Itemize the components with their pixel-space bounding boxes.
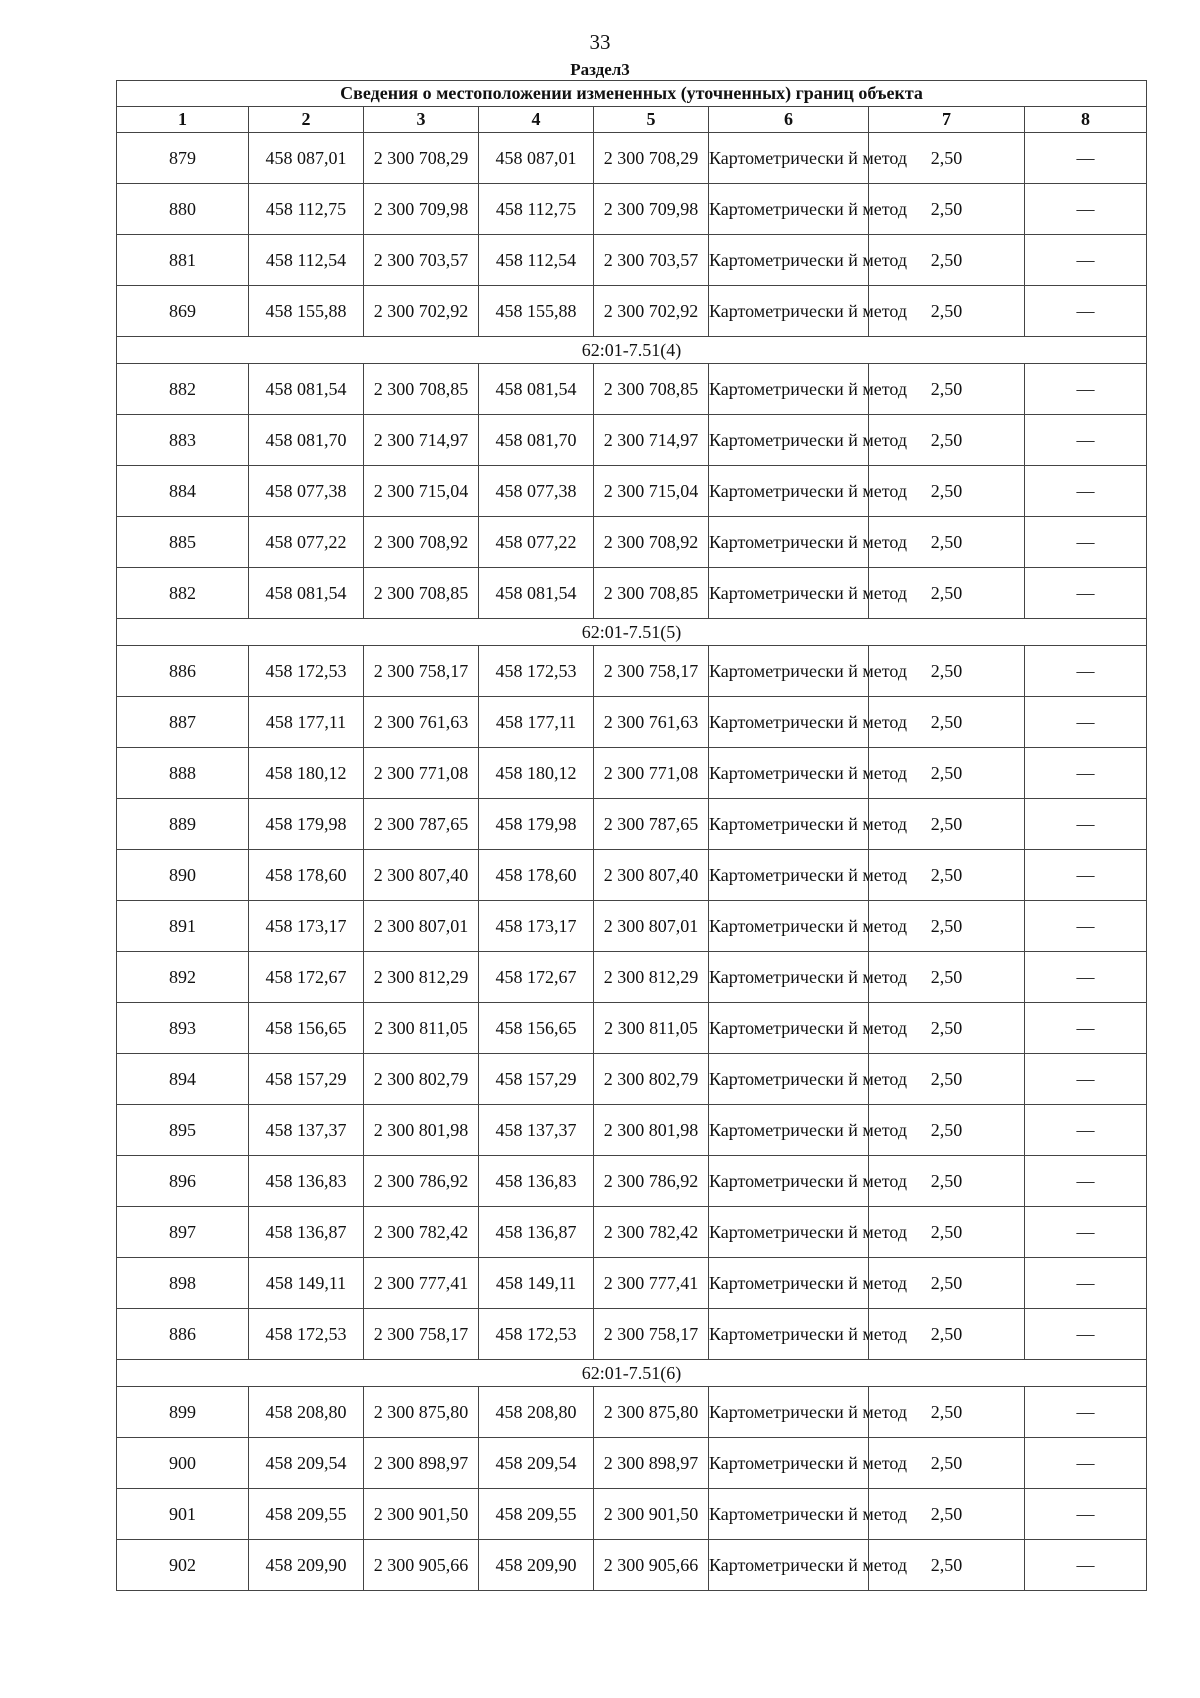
cell-x-new: 458 209,55 xyxy=(479,1489,594,1540)
cell-x-old: 458 209,54 xyxy=(249,1438,364,1489)
cell-method: Картометрически й метод xyxy=(709,286,869,337)
cell-accuracy: 2,50 xyxy=(869,415,1025,466)
cell-point-number: 887 xyxy=(117,697,249,748)
cell-y-old: 2 300 802,79 xyxy=(364,1054,479,1105)
cell-accuracy: 2,50 xyxy=(869,133,1025,184)
cell-accuracy: 2,50 xyxy=(869,1489,1025,1540)
cell-y-old: 2 300 708,29 xyxy=(364,133,479,184)
cell-point-number: 892 xyxy=(117,952,249,1003)
cell-method: Картометрически й метод xyxy=(709,697,869,748)
cell-x-old: 458 077,38 xyxy=(249,466,364,517)
cell-method: Картометрически й метод xyxy=(709,1387,869,1438)
column-header: 6 xyxy=(709,107,869,133)
cell-point-number: 893 xyxy=(117,1003,249,1054)
cell-description: — xyxy=(1025,517,1147,568)
cell-point-number: 902 xyxy=(117,1540,249,1591)
table-row xyxy=(117,901,1147,952)
cell-description: — xyxy=(1025,1387,1147,1438)
cell-x-new: 458 157,29 xyxy=(479,1054,594,1105)
cell-y-old: 2 300 771,08 xyxy=(364,748,479,799)
table-row xyxy=(117,1054,1147,1105)
column-header: 3 xyxy=(364,107,479,133)
cell-y-new: 2 300 811,05 xyxy=(594,1003,709,1054)
coordinates-table xyxy=(116,80,1147,1591)
cell-y-new: 2 300 812,29 xyxy=(594,952,709,1003)
cell-y-old: 2 300 875,80 xyxy=(364,1387,479,1438)
cell-method: Картометрически й метод xyxy=(709,646,869,697)
cell-y-old: 2 300 801,98 xyxy=(364,1105,479,1156)
cell-point-number: 890 xyxy=(117,850,249,901)
cell-y-new: 2 300 702,92 xyxy=(594,286,709,337)
cell-accuracy: 2,50 xyxy=(869,1156,1025,1207)
cell-method: Картометрически й метод xyxy=(709,1438,869,1489)
cell-x-old: 458 157,29 xyxy=(249,1054,364,1105)
cell-y-old: 2 300 708,92 xyxy=(364,517,479,568)
cell-description: — xyxy=(1025,466,1147,517)
cell-method: Картометрически й метод xyxy=(709,1309,869,1360)
cell-y-new: 2 300 777,41 xyxy=(594,1258,709,1309)
cell-accuracy: 2,50 xyxy=(869,517,1025,568)
cell-x-old: 458 178,60 xyxy=(249,850,364,901)
cell-y-old: 2 300 787,65 xyxy=(364,799,479,850)
cell-x-old: 458 081,70 xyxy=(249,415,364,466)
cell-y-old: 2 300 702,92 xyxy=(364,286,479,337)
cell-point-number: 897 xyxy=(117,1207,249,1258)
cell-point-number: 888 xyxy=(117,748,249,799)
cell-y-new: 2 300 709,98 xyxy=(594,184,709,235)
cell-description: — xyxy=(1025,286,1147,337)
group-label: 62:01-7.51(5) xyxy=(117,619,1147,646)
cell-y-new: 2 300 708,85 xyxy=(594,568,709,619)
cell-y-new: 2 300 715,04 xyxy=(594,466,709,517)
cell-y-new: 2 300 901,50 xyxy=(594,1489,709,1540)
cell-description: — xyxy=(1025,901,1147,952)
cell-y-old: 2 300 901,50 xyxy=(364,1489,479,1540)
table-row xyxy=(117,1207,1147,1258)
cell-x-new: 458 209,54 xyxy=(479,1438,594,1489)
cell-accuracy: 2,50 xyxy=(869,697,1025,748)
cell-x-new: 458 081,70 xyxy=(479,415,594,466)
cell-y-new: 2 300 714,97 xyxy=(594,415,709,466)
cell-point-number: 889 xyxy=(117,799,249,850)
cell-y-old: 2 300 807,01 xyxy=(364,901,479,952)
cell-y-old: 2 300 811,05 xyxy=(364,1003,479,1054)
cell-y-new: 2 300 761,63 xyxy=(594,697,709,748)
table-row xyxy=(117,1156,1147,1207)
cell-x-new: 458 178,60 xyxy=(479,850,594,901)
cell-y-new: 2 300 708,29 xyxy=(594,133,709,184)
cell-y-new: 2 300 905,66 xyxy=(594,1540,709,1591)
cell-description: — xyxy=(1025,1054,1147,1105)
cell-x-new: 458 112,75 xyxy=(479,184,594,235)
cell-y-old: 2 300 807,40 xyxy=(364,850,479,901)
cell-y-new: 2 300 786,92 xyxy=(594,1156,709,1207)
table-row xyxy=(117,952,1147,1003)
table-row xyxy=(117,184,1147,235)
table-row xyxy=(117,1438,1147,1489)
cell-description: — xyxy=(1025,952,1147,1003)
table-caption: Сведения о местоположении измененных (уточненных) границ объекта xyxy=(117,81,1147,107)
cell-y-old: 2 300 703,57 xyxy=(364,235,479,286)
table-row xyxy=(117,235,1147,286)
cell-accuracy: 2,50 xyxy=(869,466,1025,517)
table-row xyxy=(117,415,1147,466)
table-row xyxy=(117,697,1147,748)
cell-x-new: 458 172,53 xyxy=(479,646,594,697)
table-row xyxy=(117,799,1147,850)
cell-description: — xyxy=(1025,799,1147,850)
cell-method: Картометрически й метод xyxy=(709,799,869,850)
cell-point-number: 895 xyxy=(117,1105,249,1156)
cell-y-new: 2 300 807,01 xyxy=(594,901,709,952)
cell-y-new: 2 300 758,17 xyxy=(594,1309,709,1360)
cell-point-number: 898 xyxy=(117,1258,249,1309)
cell-point-number: 900 xyxy=(117,1438,249,1489)
cell-y-old: 2 300 708,85 xyxy=(364,364,479,415)
cell-x-old: 458 172,67 xyxy=(249,952,364,1003)
table-row xyxy=(117,850,1147,901)
cell-y-new: 2 300 801,98 xyxy=(594,1105,709,1156)
cell-x-new: 458 179,98 xyxy=(479,799,594,850)
table-row xyxy=(117,1258,1147,1309)
cell-x-old: 458 112,75 xyxy=(249,184,364,235)
cell-y-new: 2 300 787,65 xyxy=(594,799,709,850)
cell-point-number: 899 xyxy=(117,1387,249,1438)
cell-y-new: 2 300 875,80 xyxy=(594,1387,709,1438)
page-number: 33 xyxy=(589,30,611,54)
cell-description: — xyxy=(1025,1438,1147,1489)
cell-method: Картометрически й метод xyxy=(709,1054,869,1105)
cell-x-old: 458 156,65 xyxy=(249,1003,364,1054)
cell-x-new: 458 156,65 xyxy=(479,1003,594,1054)
cell-description: — xyxy=(1025,364,1147,415)
cell-description: — xyxy=(1025,1489,1147,1540)
cell-x-new: 458 172,67 xyxy=(479,952,594,1003)
cell-method: Картометрически й метод xyxy=(709,1105,869,1156)
table-row xyxy=(117,1003,1147,1054)
cell-point-number: 886 xyxy=(117,1309,249,1360)
cell-x-new: 458 180,12 xyxy=(479,748,594,799)
cell-method: Картометрически й метод xyxy=(709,1258,869,1309)
cell-accuracy: 2,50 xyxy=(869,1438,1025,1489)
table-row xyxy=(117,1540,1147,1591)
table-row xyxy=(117,1105,1147,1156)
column-header: 4 xyxy=(479,107,594,133)
cell-y-new: 2 300 802,79 xyxy=(594,1054,709,1105)
cell-x-old: 458 173,17 xyxy=(249,901,364,952)
group-label: 62:01-7.51(6) xyxy=(117,1360,1147,1387)
cell-x-new: 458 172,53 xyxy=(479,1309,594,1360)
cell-x-old: 458 112,54 xyxy=(249,235,364,286)
cell-x-old: 458 209,90 xyxy=(249,1540,364,1591)
column-header: 2 xyxy=(249,107,364,133)
cell-y-old: 2 300 782,42 xyxy=(364,1207,479,1258)
cell-accuracy: 2,50 xyxy=(869,1207,1025,1258)
cell-x-old: 458 208,80 xyxy=(249,1387,364,1438)
cell-x-new: 458 208,80 xyxy=(479,1387,594,1438)
cell-method: Картометрически й метод xyxy=(709,184,869,235)
cell-x-new: 458 177,11 xyxy=(479,697,594,748)
cell-y-new: 2 300 898,97 xyxy=(594,1438,709,1489)
table-body xyxy=(117,133,1147,1591)
cell-x-new: 458 136,83 xyxy=(479,1156,594,1207)
cell-accuracy: 2,50 xyxy=(869,1258,1025,1309)
cell-y-old: 2 300 786,92 xyxy=(364,1156,479,1207)
column-header: 7 xyxy=(869,107,1025,133)
cell-accuracy: 2,50 xyxy=(869,235,1025,286)
cell-point-number: 881 xyxy=(117,235,249,286)
cell-x-old: 458 172,53 xyxy=(249,646,364,697)
cell-method: Картометрически й метод xyxy=(709,1489,869,1540)
cell-x-old: 458 087,01 xyxy=(249,133,364,184)
cell-description: — xyxy=(1025,133,1147,184)
cell-description: — xyxy=(1025,415,1147,466)
cell-y-old: 2 300 709,98 xyxy=(364,184,479,235)
cell-x-new: 458 081,54 xyxy=(479,568,594,619)
cell-accuracy: 2,50 xyxy=(869,646,1025,697)
table-row xyxy=(117,1309,1147,1360)
cell-description: — xyxy=(1025,850,1147,901)
table-row xyxy=(117,133,1147,184)
cell-method: Картометрически й метод xyxy=(709,415,869,466)
cell-point-number: 896 xyxy=(117,1156,249,1207)
cell-y-new: 2 300 708,92 xyxy=(594,517,709,568)
cell-description: — xyxy=(1025,568,1147,619)
cell-accuracy: 2,50 xyxy=(869,364,1025,415)
cell-accuracy: 2,50 xyxy=(869,850,1025,901)
cell-x-new: 458 149,11 xyxy=(479,1258,594,1309)
column-header: 1 xyxy=(117,107,249,133)
cell-y-new: 2 300 771,08 xyxy=(594,748,709,799)
cell-description: — xyxy=(1025,646,1147,697)
section-title: Раздел3 xyxy=(570,60,630,79)
cell-x-new: 458 112,54 xyxy=(479,235,594,286)
cell-y-old: 2 300 714,97 xyxy=(364,415,479,466)
cell-x-old: 458 136,83 xyxy=(249,1156,364,1207)
cell-x-old: 458 209,55 xyxy=(249,1489,364,1540)
column-header: 5 xyxy=(594,107,709,133)
cell-y-new: 2 300 782,42 xyxy=(594,1207,709,1258)
cell-x-new: 458 137,37 xyxy=(479,1105,594,1156)
cell-method: Картометрически й метод xyxy=(709,1207,869,1258)
column-header: 8 xyxy=(1025,107,1147,133)
cell-y-new: 2 300 703,57 xyxy=(594,235,709,286)
cell-accuracy: 2,50 xyxy=(869,1105,1025,1156)
table-row xyxy=(117,568,1147,619)
cell-y-old: 2 300 715,04 xyxy=(364,466,479,517)
cell-accuracy: 2,50 xyxy=(869,184,1025,235)
cell-y-old: 2 300 898,97 xyxy=(364,1438,479,1489)
cell-method: Картометрически й метод xyxy=(709,1156,869,1207)
cell-y-new: 2 300 807,40 xyxy=(594,850,709,901)
cell-point-number: 883 xyxy=(117,415,249,466)
cell-description: — xyxy=(1025,1309,1147,1360)
cell-description: — xyxy=(1025,1156,1147,1207)
cell-x-old: 458 172,53 xyxy=(249,1309,364,1360)
cell-description: — xyxy=(1025,1540,1147,1591)
cell-x-old: 458 137,37 xyxy=(249,1105,364,1156)
cell-accuracy: 2,50 xyxy=(869,568,1025,619)
cell-accuracy: 2,50 xyxy=(869,952,1025,1003)
cell-accuracy: 2,50 xyxy=(869,1054,1025,1105)
cell-y-old: 2 300 761,63 xyxy=(364,697,479,748)
cell-y-old: 2 300 777,41 xyxy=(364,1258,479,1309)
cell-x-new: 458 077,22 xyxy=(479,517,594,568)
cell-x-old: 458 077,22 xyxy=(249,517,364,568)
cell-y-old: 2 300 905,66 xyxy=(364,1540,479,1591)
cell-description: — xyxy=(1025,1207,1147,1258)
cell-method: Картометрически й метод xyxy=(709,466,869,517)
cell-description: — xyxy=(1025,697,1147,748)
table-row xyxy=(117,364,1147,415)
cell-x-new: 458 077,38 xyxy=(479,466,594,517)
cell-accuracy: 2,50 xyxy=(869,748,1025,799)
table-row xyxy=(117,748,1147,799)
cell-point-number: 901 xyxy=(117,1489,249,1540)
table-row xyxy=(117,1489,1147,1540)
cell-point-number: 869 xyxy=(117,286,249,337)
cell-x-old: 458 179,98 xyxy=(249,799,364,850)
cell-description: — xyxy=(1025,235,1147,286)
cell-point-number: 884 xyxy=(117,466,249,517)
cell-x-new: 458 155,88 xyxy=(479,286,594,337)
cell-x-new: 458 136,87 xyxy=(479,1207,594,1258)
cell-accuracy: 2,50 xyxy=(869,799,1025,850)
cell-point-number: 886 xyxy=(117,646,249,697)
cell-method: Картометрически й метод xyxy=(709,517,869,568)
cell-point-number: 891 xyxy=(117,901,249,952)
cell-point-number: 879 xyxy=(117,133,249,184)
cell-method: Картометрически й метод xyxy=(709,952,869,1003)
cell-y-new: 2 300 708,85 xyxy=(594,364,709,415)
cell-point-number: 882 xyxy=(117,568,249,619)
cell-description: — xyxy=(1025,748,1147,799)
table-row xyxy=(117,286,1147,337)
cell-y-old: 2 300 758,17 xyxy=(364,1309,479,1360)
cell-y-old: 2 300 758,17 xyxy=(364,646,479,697)
cell-point-number: 894 xyxy=(117,1054,249,1105)
cell-method: Картометрически й метод xyxy=(709,748,869,799)
cell-method: Картометрически й метод xyxy=(709,850,869,901)
cell-description: — xyxy=(1025,1003,1147,1054)
cell-method: Картометрически й метод xyxy=(709,133,869,184)
cell-method: Картометрически й метод xyxy=(709,1003,869,1054)
cell-x-old: 458 149,11 xyxy=(249,1258,364,1309)
cell-x-new: 458 209,90 xyxy=(479,1540,594,1591)
group-row xyxy=(117,1360,1147,1387)
cell-method: Картометрически й метод xyxy=(709,901,869,952)
cell-x-old: 458 136,87 xyxy=(249,1207,364,1258)
cell-method: Картометрически й метод xyxy=(709,568,869,619)
cell-point-number: 880 xyxy=(117,184,249,235)
cell-description: — xyxy=(1025,1105,1147,1156)
cell-x-new: 458 173,17 xyxy=(479,901,594,952)
cell-point-number: 882 xyxy=(117,364,249,415)
cell-accuracy: 2,50 xyxy=(869,1003,1025,1054)
cell-description: — xyxy=(1025,1258,1147,1309)
table-row xyxy=(117,517,1147,568)
cell-x-old: 458 081,54 xyxy=(249,364,364,415)
group-label: 62:01-7.51(4) xyxy=(117,337,1147,364)
cell-method: Картометрически й метод xyxy=(709,1540,869,1591)
cell-point-number: 885 xyxy=(117,517,249,568)
group-row xyxy=(117,337,1147,364)
cell-x-old: 458 081,54 xyxy=(249,568,364,619)
cell-method: Картометрически й метод xyxy=(709,364,869,415)
cell-x-new: 458 081,54 xyxy=(479,364,594,415)
cell-x-new: 458 087,01 xyxy=(479,133,594,184)
cell-y-old: 2 300 812,29 xyxy=(364,952,479,1003)
cell-description: — xyxy=(1025,184,1147,235)
cell-accuracy: 2,50 xyxy=(869,901,1025,952)
table-row xyxy=(117,1387,1147,1438)
table-row xyxy=(117,646,1147,697)
cell-x-old: 458 155,88 xyxy=(249,286,364,337)
cell-accuracy: 2,50 xyxy=(869,1540,1025,1591)
cell-accuracy: 2,50 xyxy=(869,1309,1025,1360)
group-row xyxy=(117,619,1147,646)
cell-y-new: 2 300 758,17 xyxy=(594,646,709,697)
cell-method: Картометрически й метод xyxy=(709,235,869,286)
cell-accuracy: 2,50 xyxy=(869,1387,1025,1438)
cell-x-old: 458 180,12 xyxy=(249,748,364,799)
cell-accuracy: 2,50 xyxy=(869,286,1025,337)
table-row xyxy=(117,466,1147,517)
cell-y-old: 2 300 708,85 xyxy=(364,568,479,619)
cell-x-old: 458 177,11 xyxy=(249,697,364,748)
